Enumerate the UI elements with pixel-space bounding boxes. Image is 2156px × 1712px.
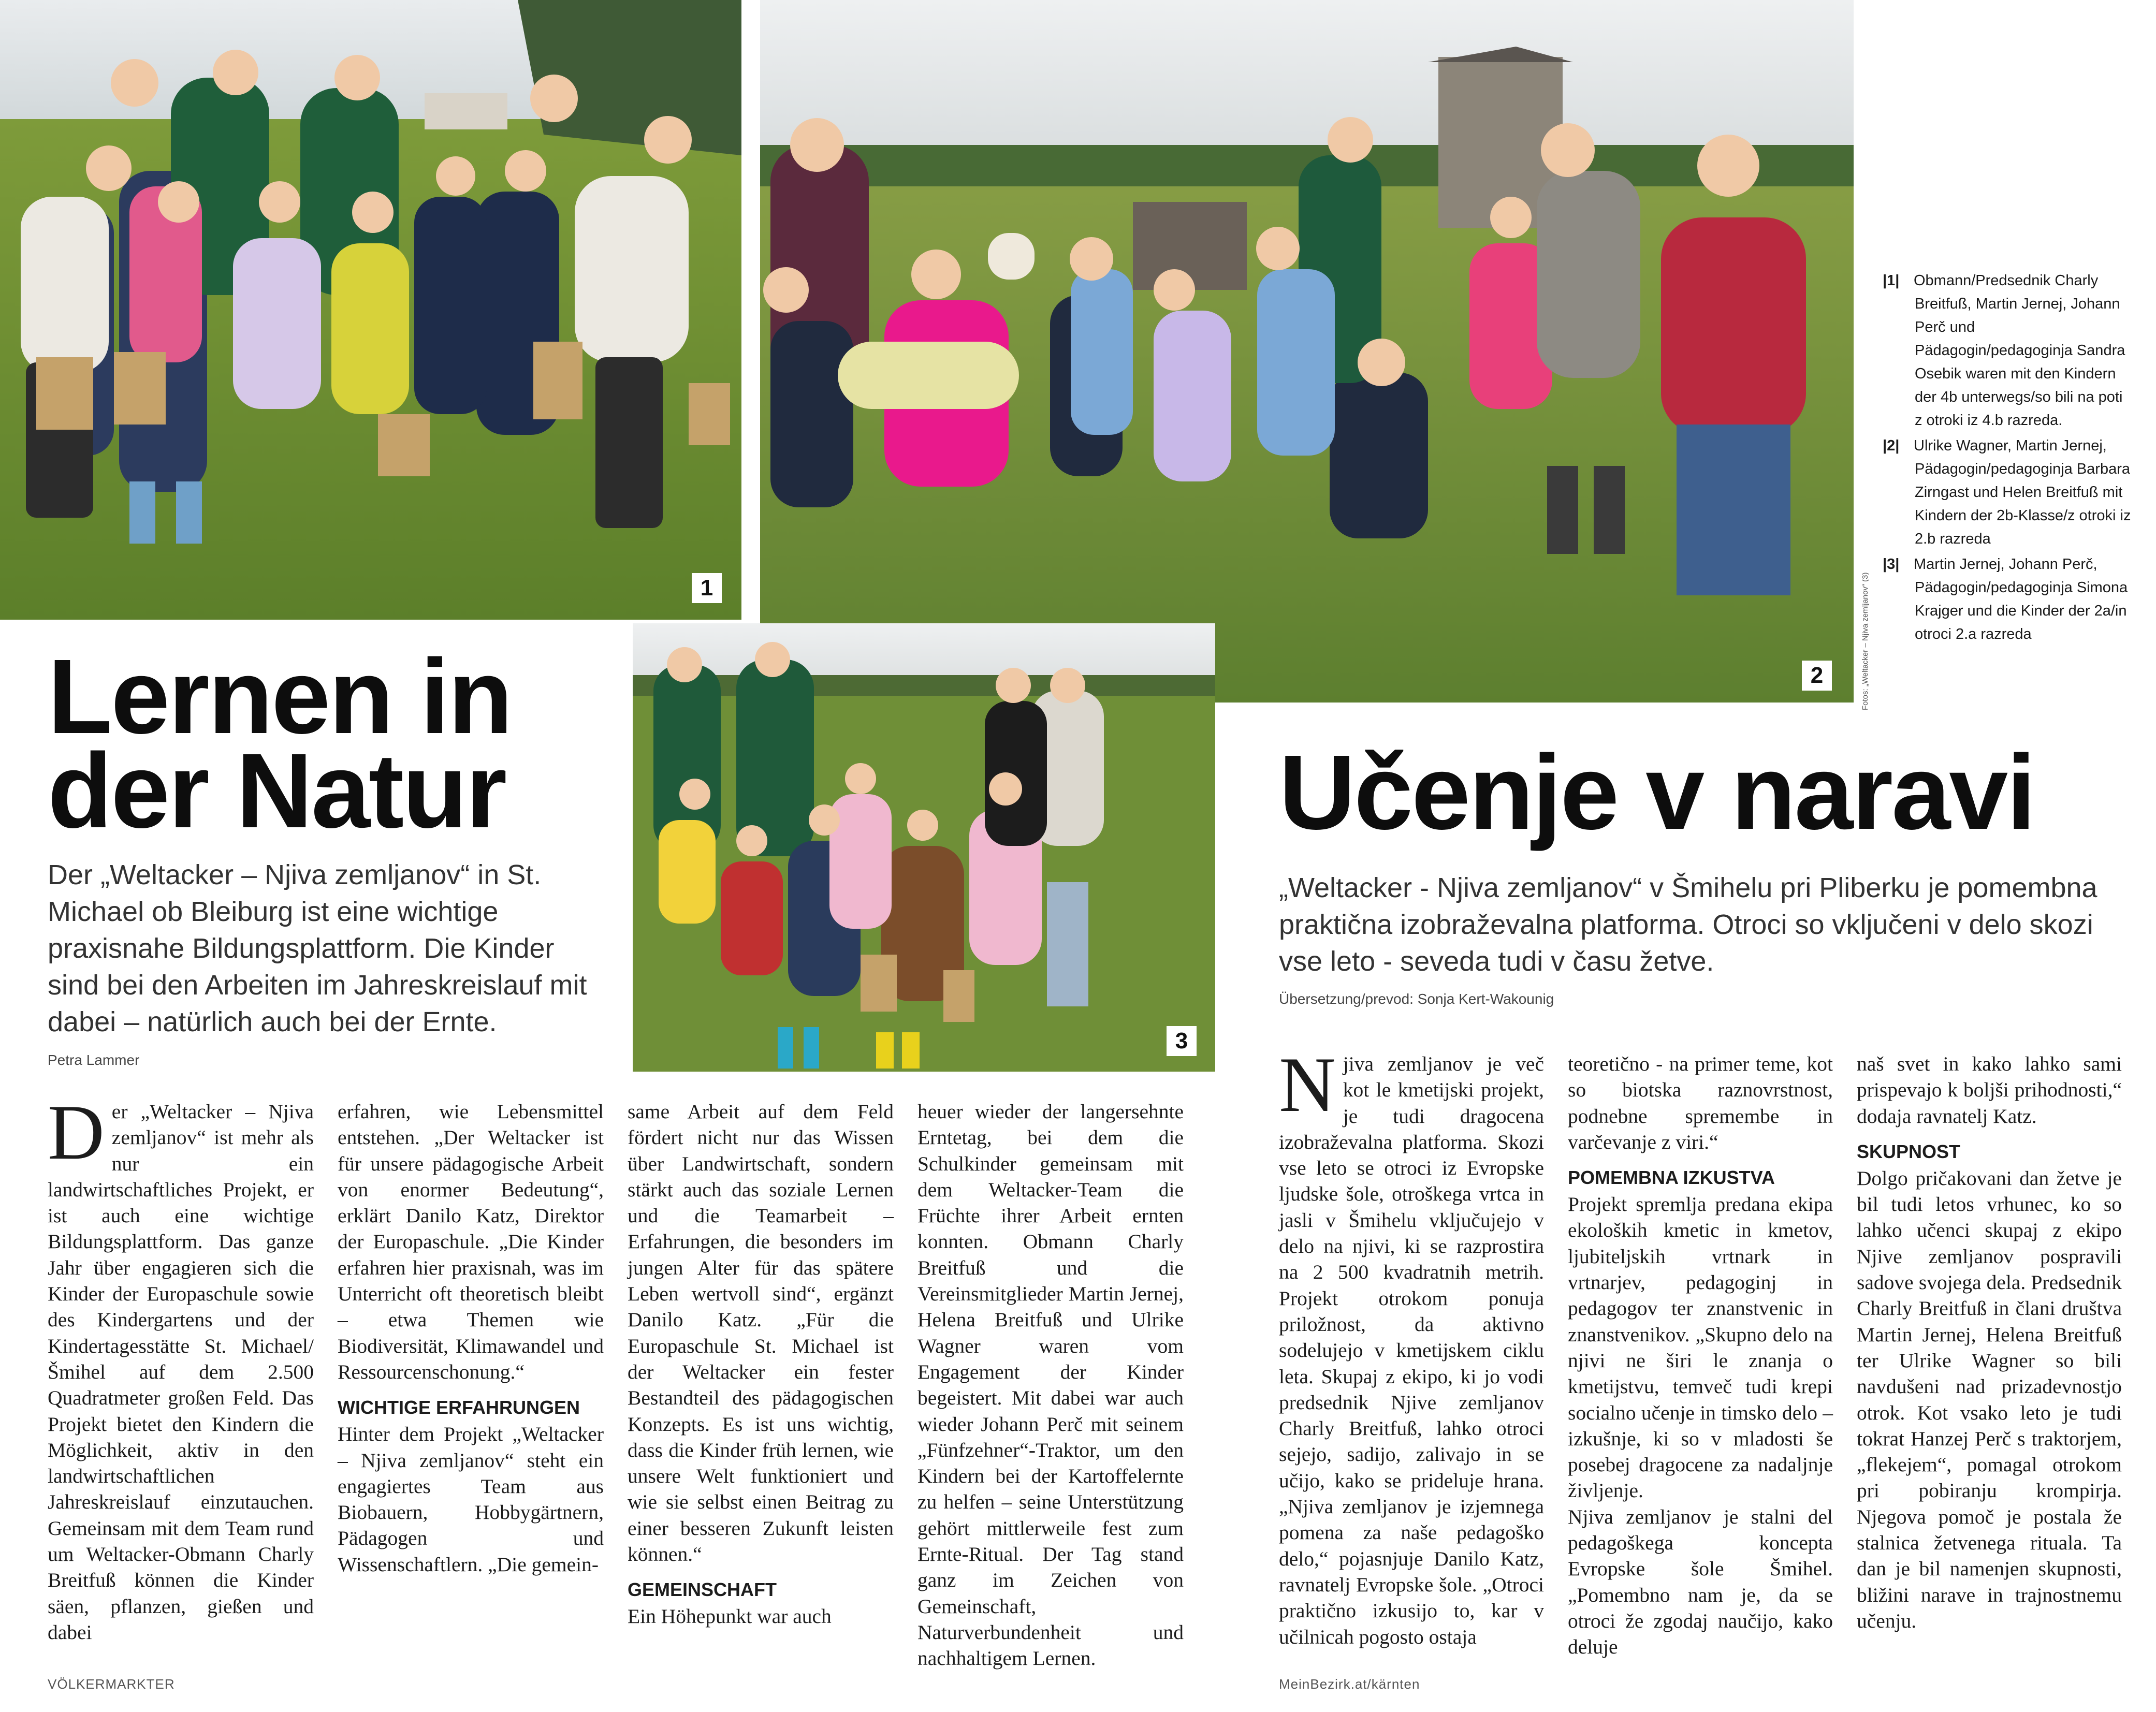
de-column-1-text: er „Weltacker – Njiva zemljanov“ ist mehr als nur ein landwirtschaftliches Projekt, er ist auch eine wichtige Bildungsplattform. Das ganze Jahr über engagieren sich die Kinder der Europaschule sowie des Kindergartens und der Kindertagesstätte St. Michael/Šmihel auf dem 2.500 Quadratmeter großen Feld. Das Projekt bietet den Kindern die Möglichkeit, aktiv in den landwirtschaftlichen Jahreskreislauf einzutauchen. Gemeinsam mit dem Team rund um Weltacker-Obmann Charly Breitfuß können die Kinder säen, pflanzen, gießen und dabei bbox=[48, 1100, 314, 1644]
de-column-3-text-a: same Arbeit auf dem Feld fördert nicht nur das Wissen über Landwirtschaft, sondern stärkt auch das soziale Lernen und die Teamarbeit – Erfahrungen, die besonders im jungen Alter für das spätere Leben wertvoll sind“, ergänzt Danilo Katz. „Für die Europaschule St. Michael ist der Weltacker ein fester Bestandteil des pädagogischen Konzepts. Es ist uns wichtig, dass die Kinder früh lernen, wie unsere Welt funktioniert und wie sie selbst einen Beitrag zu einer besseren Zukunft leisten können.“ bbox=[628, 1100, 894, 1566]
photo-2 bbox=[760, 0, 1854, 703]
de-author: Petra Lammer bbox=[48, 1052, 140, 1068]
photo-1 bbox=[0, 0, 741, 620]
sl-column-3-text-b: Dolgo pričakovani dan žetve je bil tudi letos vrhunec, ko so lahko učenci skupaj z ekipo Njive zemljanov pospravili sadove svojega dela. Predsednik Charly Breitfuß in člani društva Martin Jernej, Helena Breitfuß ter Ulrike Wagner so bili navdušeni nad prizadevnostjo otrok. Kot vsako leto je tudi tokrat Hanzej Perč s traktorjem, „flekejem“, pomagal otrokom pri pobiranju krompirja. Njegova pomoč je postala že stalnica žetvenega rituala. Ta dan je bil namenjen skupnosti, bližini narave in trajnostnemu učenju. bbox=[1857, 1166, 2122, 1632]
caption-2-number: |2| bbox=[1883, 437, 1900, 454]
de-lead: Der „Weltacker – Njiva zemljanov“ in St. Michael ob Bleiburg ist eine wichtige praxisnahe Bildungsplattform. Die Kinder sind bei den Arbeiten im Jahreskreislauf mit dabei – natürlich auch bei der Ernte. bbox=[48, 859, 587, 1037]
caption-3-number: |3| bbox=[1883, 556, 1900, 573]
caption-1 bbox=[1883, 269, 2131, 432]
footer-right: MeinBezirk.at/kärnten bbox=[1279, 1676, 1420, 1692]
caption-3-text: Martin Jernej, Johann Perč, Pädagogin/pedagoginja Simona Krajger und die Kinder der 2a/in otroci 2.a razreda bbox=[1914, 556, 2128, 642]
caption-1-number: |1| bbox=[1883, 272, 1900, 289]
de-headline bbox=[48, 637, 617, 850]
sl-column-3 bbox=[1857, 1051, 2122, 1634]
de-column-4-text: heuer wieder der langersehnte Erntetag, bei dem die Schulkinder gemeinsam mit dem Weltacker-Team die Früchte ihrer Arbeit ernten konnten. Obmann Charly Breitfuß und die Vereinsmitglieder Martin Jernej, Helena Breitfuß und Ulrike Wagner waren vom Engagement der Kinder begeistert. Mit dabei war auch wieder Johann Perč mit seinem „Fünfzehner“-Traktor, um den Kindern bei der Kartoffelernte zu helfen – seine Unterstützung gehört mittlerweile fest zum Ernte-Ritual. Der Tag stand ganz im Zeichen von Gemeinschaft, Naturverbundenheit und nachhaltigem Lernen. bbox=[917, 1100, 1184, 1670]
de-subheading-1: WICHTIGE ERFAHRUNGEN bbox=[338, 1397, 580, 1418]
de-subheading-2: GEMEINSCHAFT bbox=[628, 1579, 777, 1601]
sl-column-2-text-a: teoretično - na primer teme, kot so biotska raznovrstnost, podnebne spremembe in varčevanje z viri.“ bbox=[1568, 1052, 1833, 1153]
de-column-2 bbox=[338, 1099, 604, 1577]
sl-subheading-1: POMEMBNA IZKUSTVA bbox=[1568, 1167, 1775, 1189]
photo-captions bbox=[1883, 269, 2131, 648]
caption-2-text: Ulrike Wagner, Martin Jernej, Pädagogin/pedagoginja Barbara Zirngast und Helen Breitfuß mit Kindern der 2b-Klasse/z otroki iz 2.b razreda bbox=[1914, 437, 2131, 547]
photo-3 bbox=[633, 623, 1215, 1072]
de-column-1 bbox=[48, 1089, 314, 1645]
footer-left: VÖLKERMARKTER bbox=[48, 1676, 175, 1692]
sl-column-2-text-c: Njiva zemljanov je stalni del pedagoškega koncepta Evropske šole Šmihel. „Pomembno nam je, da se otroci že zgodaj naučijo, kako deluje bbox=[1568, 1505, 1833, 1659]
photo-3-number: 3 bbox=[1167, 1026, 1197, 1056]
de-dropcap: D bbox=[48, 1089, 105, 1176]
sl-column-1 bbox=[1279, 1041, 1544, 1650]
photo-1-number: 1 bbox=[692, 573, 722, 603]
sl-column-3-text-a: naš svet in kako lahko sami prispevajo k boljši prihodnosti,“ dodaja ravnatelj Katz. bbox=[1857, 1052, 2122, 1128]
sl-dropcap: N bbox=[1279, 1041, 1336, 1128]
de-column-2-text-a: erfahren, wie Lebensmittel entstehen. „Der Weltacker ist für unsere pädagogische Arbeit von enormer Bedeutung“, erklärt Danilo Katz, Direktor der Europaschule. „Die Kinder erfahren hier praxisnah, was im Unterricht oft theoretisch bleibt – etwa Themen wie Biodiversität, Klimawandel und Ressourcenschonung.“ bbox=[338, 1100, 604, 1383]
sl-headline: Učenje v naravi bbox=[1279, 733, 2035, 852]
caption-1-text: Obmann/Predsednik Charly Breitfuß, Martin Jernej, Johann Perč und Pädagogin/pedagoginja Sandra Osebik waren mit den Kindern der 4b unterwegs/so bili na poti z otroki iz 4.b razreda. bbox=[1914, 272, 2125, 429]
de-column-3-text-b: Ein Höhepunkt war auch bbox=[628, 1605, 832, 1628]
de-headline-line-1: Lernen in bbox=[48, 637, 512, 756]
de-headline-line-2: der Natur bbox=[48, 731, 506, 850]
sl-subheading-2: SKUPNOST bbox=[1857, 1140, 1961, 1162]
photo-credit: Fotos: „Weltacker – Njiva zemljanov“ (3) bbox=[1861, 572, 1870, 710]
sl-column-2 bbox=[1568, 1051, 1833, 1660]
sl-translation-credit: Übersetzung/prevod: Sonja Kert-Wakounig bbox=[1279, 991, 1554, 1007]
caption-2 bbox=[1883, 434, 2131, 551]
caption-3 bbox=[1883, 553, 2131, 646]
sl-column-2-text-b: Projekt spremlja predana ekipa ekoloških kmetic in kmetov, ljubiteljskih vrtnark in vrtnarjev, pedagoginj in pedagogov ter znanstvenic in znanstvenikov. „Skupno delo na njivi ne širi le znanja o kmetijstvu, temveč tudi krepi socialno učenje in timsko delo – izkušnje, ki so v mladosti še posebej dragocene za nadaljnje življenje. bbox=[1568, 1193, 1833, 1502]
de-column-3 bbox=[628, 1099, 894, 1630]
de-column-2-text-b: Hinter dem Projekt „Weltacker – Njiva zemljanov“ steht ein engagiertes Team aus Biobauern, Hobbygärtnern, Pädagogen und Wissenschaftlern. „Die gemein- bbox=[338, 1423, 604, 1576]
de-column-4 bbox=[917, 1099, 1184, 1672]
photo-2-number: 2 bbox=[1802, 661, 1832, 691]
sl-lead: „Weltacker - Njiva zemljanov“ v Šmihelu pri Pliberku je pomembna praktična izobraževalna platforma. Otroci so vključeni v delo skozi vse leto - seveda tudi v času žetve. bbox=[1279, 872, 2097, 977]
sl-column-1-text: jiva zemljanov je več kot le kmetijski projekt, je tudi dragocena izobraževalna platforma. Skozi vse leto se otroci iz Evropske ljudske šole, otroškega vrtca in jasli v Šmihelu vključujejo v delo na njivi, ki se razprostira na 2 500 kvadratnih metrih. Projekt otrokom ponuja priložnost, da aktivno sodelujejo v kmetijskem ciklu leta. Skupaj z ekipo, ki jo vodi predsednik Njive zemljanov Charly Breitfuß, lahko otroci sejejo, sadijo, zalivajo in se učijo, kako se prideluje hrana. „Njiva zemljanov je izjemnega pomena za naše pedagoško delo,“ pojasnjuje Danilo Katz, ravnatelj Evropske šole. „Otroci praktično izkusijo to, kar v učilnicah pogosto ostaja bbox=[1279, 1052, 1544, 1648]
